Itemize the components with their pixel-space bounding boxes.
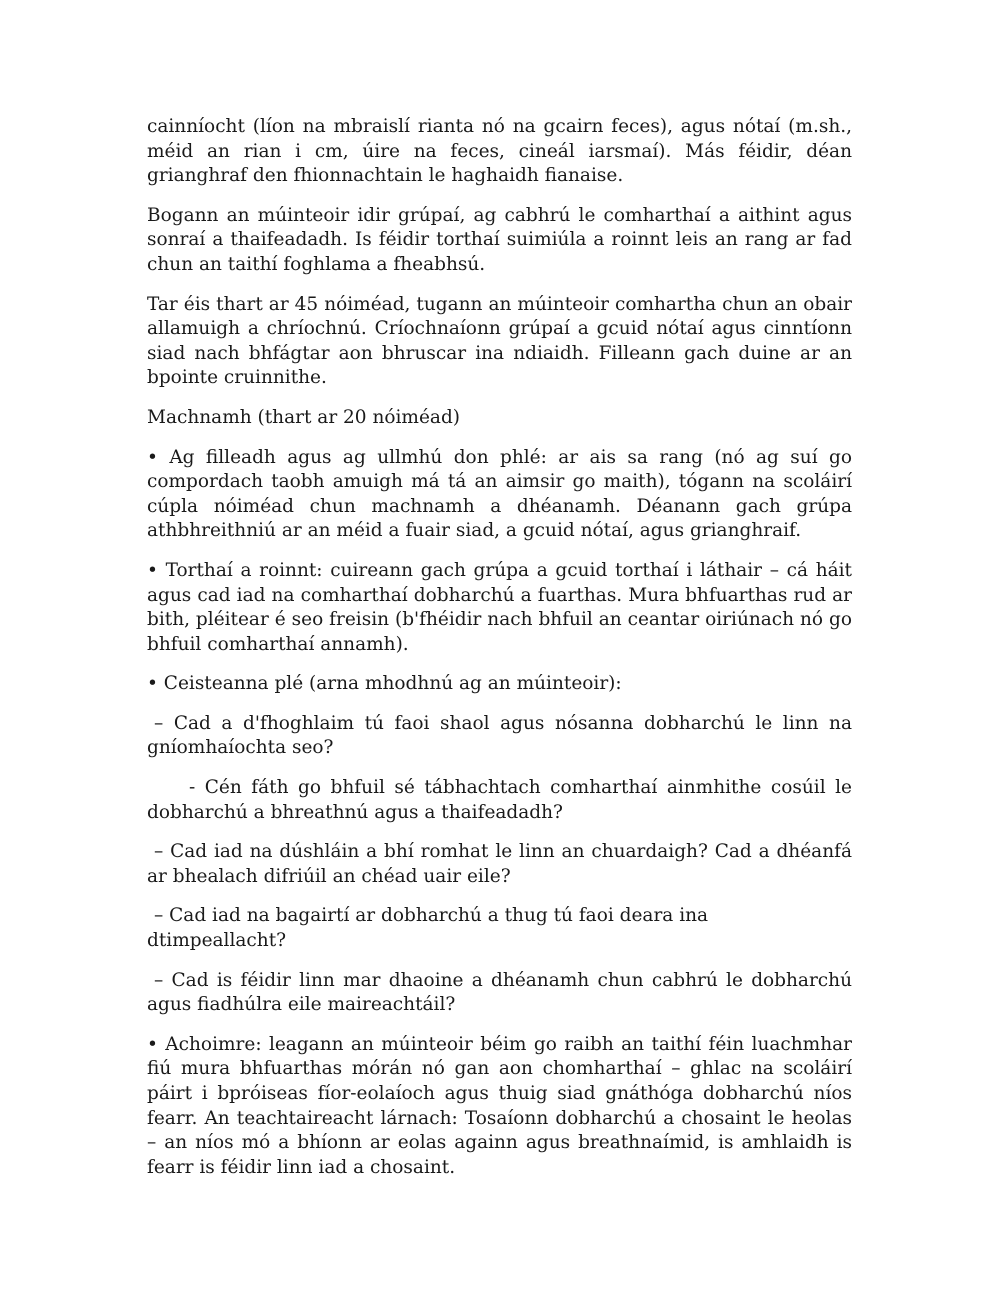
question-how-help: – Cad is féidir linn mar dhaoine a dhéanamh chun cabhrú le dobharchú agus fiadhúlra eile maireachtáil? [147,969,852,1016]
paragraph-teacher-moves: Bogann an múinteoir idir grúpaí, ag cabhrú le comharthaí a aithint agus sonraí a thaifeadadh. Is féidir torthaí suimiúla a roinnt leis an rang ar fad chun an taithí foghlama a fheabhsú. [147,204,852,275]
section-heading-reflection: Machnamh (thart ar 20 nóiméad) [147,406,461,428]
document-page [147,115,852,1195]
bullet-summary: • Achoimre: leagann an múinteoir béim go raibh an taithí féin luachmhar fiú mura bhfuarthas mórán nó gan aon chomharthaí – ghlac na scoláirí páirt i bpróiseas fíor-eolaíoch agus thuig siad gnáthóga dobharchú níos fearr. An teachtaireacht lárnach: Tosaíonn dobharchú a chosaint le heolas – an níos mó a bhíonn ar eolas againn agus breathnaímid, is amhlaidh is fearr is féidir linn iad a chosaint. [147,1033,852,1178]
paragraph-after-45-minutes: Tar éis thart ar 45 nóiméad, tugann an múinteoir comhartha chun an obair allamuigh a chríochnú. Críochnaíonn grúpaí a gcuid nótaí agus cinntíonn siad nach bhfágtar aon bhruscar ina ndiaidh. Filleann gach duine ar an bpointe cruinnithe. [147,293,852,389]
paragraph-quantity-notes: cainníocht (líon na mbraislí rianta nó na gcairn feces), agus nótaí (m.sh., méid an rian i cm, úire na feces, cineál iarsmaí). Más féidir, déan grianghraf den fhionnachtain le haghaidh fianaise. [147,116,852,187]
question-why-important: - Cén fáth go bhfuil sé tábhachtach comharthaí ainmhithe cosúil le dobharchú a bhreathnú agus a thaifeadadh? [147,777,852,823]
bullet-returning-preparing: • Ag filleadh agus ag ullmhú don phlé: ar ais sa rang (nó ag suí go compordach taobh amuigh má tá an aimsir go maith), tógann na scoláirí cúpla nóiméad chun machnamh a dhéanamh. Déanann gach grúpa athbhreithniú ar an méid a fuair siad, a gcuid nótaí, agus grianghraif. [147,446,852,542]
bullet-sharing-results: • Torthaí a roinnt: cuireann gach grúpa a gcuid torthaí i láthair – cá háit agus cad iad na comharthaí dobharchú a fuarthas. Mura bhfuarthas rud ar bith, pléitear é seo freisin (b'fhéidir nach bhfuil an ceantar oiriúnach nó go bhfuil comharthaí annamh). [147,559,852,655]
question-what-learned: – Cad a d'fhoghlaim tú faoi shaol agus nósanna dobharchú le linn na gníomhaíochta seo? [147,712,852,759]
question-threats: – Cad iad na bagairtí ar dobharchú a thug tú faoi deara ina dtimpeallacht? [147,905,709,952]
bullet-discussion-questions: • Ceisteanna plé (arna mhodhnú ag an múinteoir): [147,673,622,695]
question-challenges: – Cad iad na dúshláin a bhí romhat le linn an chuardaigh? Cad a dhéanfá ar bhealach difriúil an chéad uair eile? [147,841,852,887]
